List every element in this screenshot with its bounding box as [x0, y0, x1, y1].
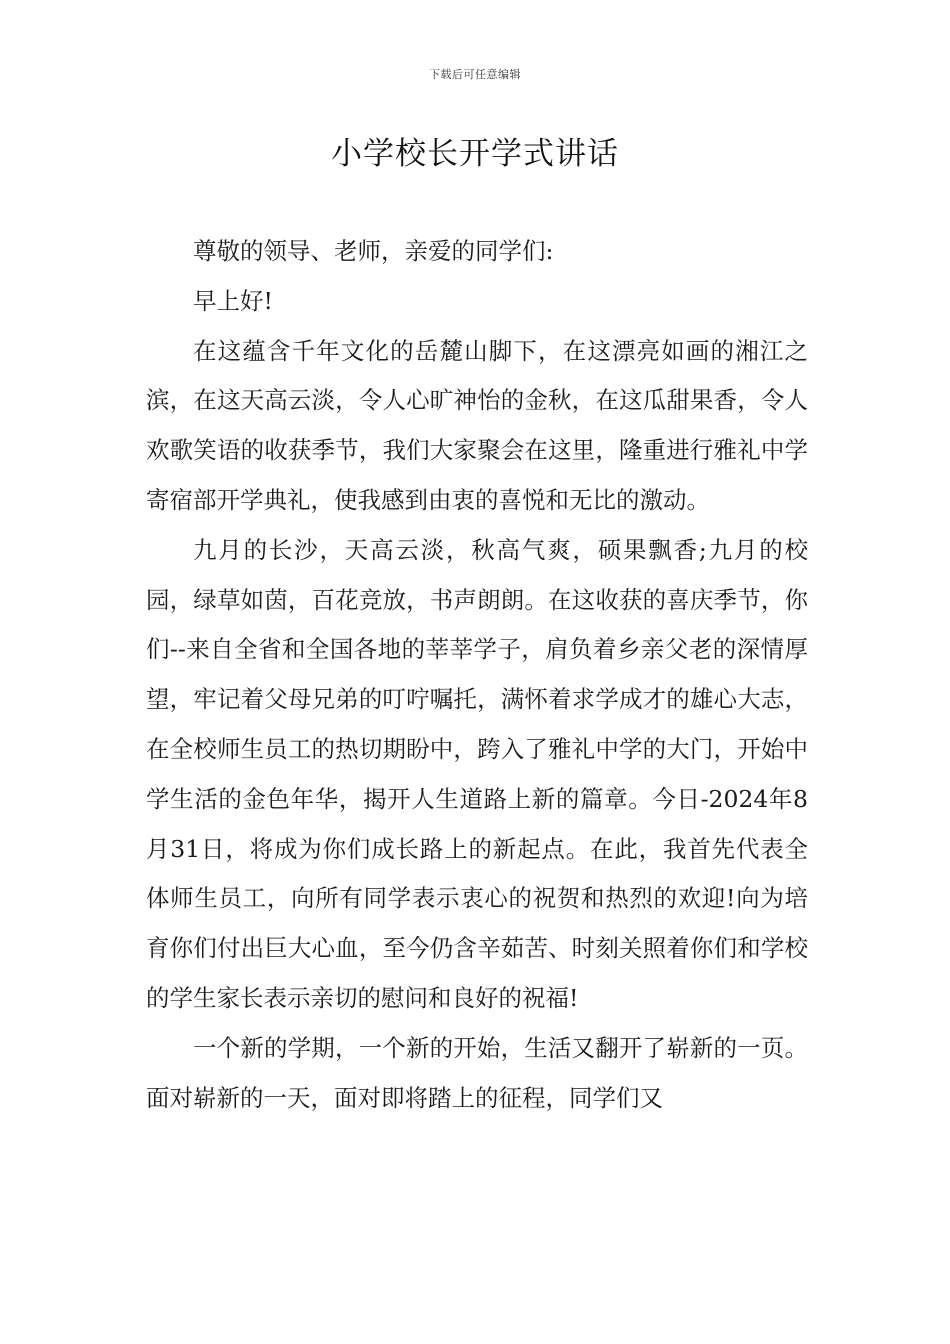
document-title: 小学校长开学式讲话	[331, 136, 619, 172]
document-body	[146, 227, 808, 1123]
header-note: 下载后可任意编辑	[429, 68, 521, 81]
body-paragraph: 在这蕴含千年文化的岳麓山脚下，在这漂亮如画的湘江之滨，在这天高云淡，令人心旷神怡的金秋，在这瓜甜果香，令人欢歌笑语的收获季节，我们大家聚会在这里，隆重进行雅礼中学寄宿部开学典礼，使我感到由衷的喜悦和无比的激动。	[146, 336, 808, 514]
greeting-paragraph: 早上好!	[193, 286, 273, 315]
body-paragraph: 一个新的学期，一个新的开始，生活又翻开了崭新的一页。面对崭新的一天，面对即将踏上的征程，同学们又	[146, 1033, 808, 1112]
body-paragraph: 九月的长沙，天高云淡，秋高气爽，硕果飘香;九月的校园，绿草如茵，百花竞放，书声朗朗。在这收获的喜庆季节，你们--来自全省和全国各地的莘莘学子，肩负着乡亲父老的深情厚望，牢记着父母兄弟的叮咛嘱托，满怀着求学成才的雄心大志，在全校师生员工的热切期盼中，跨入了雅礼中学的大门，开始中学生活的金色年华，揭开人生道路上新的篇章。今日-2024年8月31日，将成为你们成长路上的新起点。在此，我首先代表全体师生员工，向所有同学表示衷心的祝贺和热烈的欢迎!向为培育你们付出巨大心血，至今仍含辛茹苦、时刻关照着你们和学校的学生家长表示亲切的慰问和良好的祝福!	[146, 535, 808, 1012]
salutation-paragraph: 尊敬的领导、老师，亲爱的同学们:	[193, 237, 554, 265]
